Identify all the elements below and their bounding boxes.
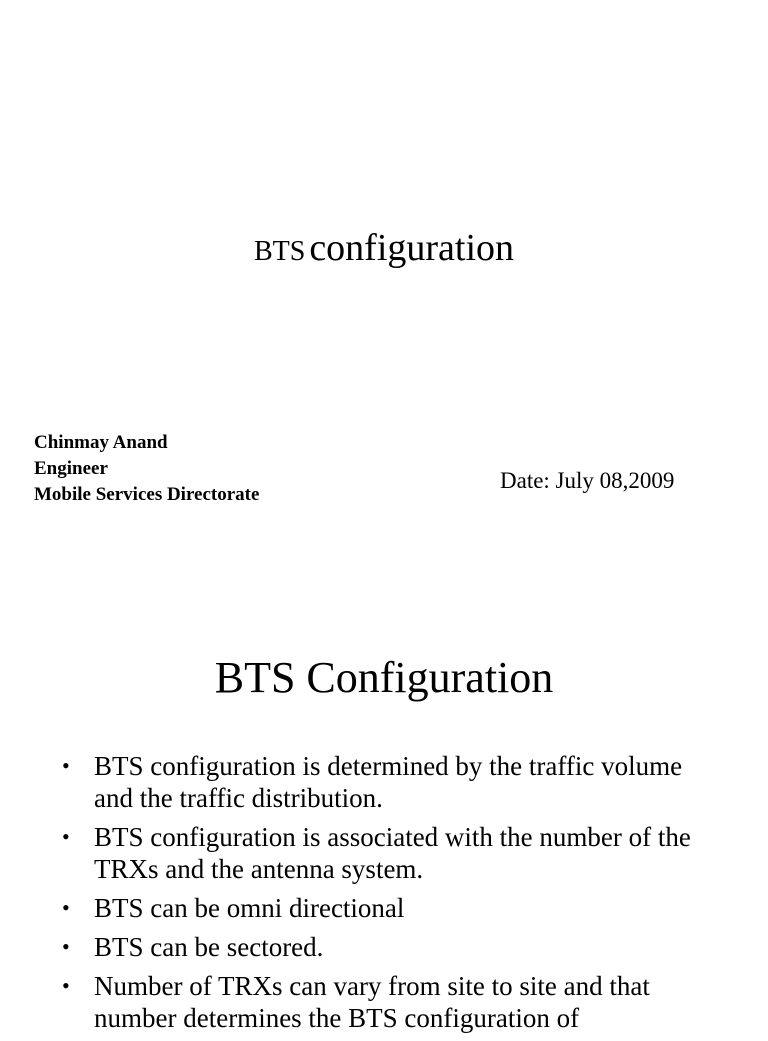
bullet-text: BTS can be omni directional	[94, 893, 405, 923]
presentation-date: Date: July 08,2009	[500, 468, 675, 493]
bullet-item	[60, 892, 700, 924]
title-prefix: BTS	[253, 236, 306, 267]
bullet-item	[60, 821, 700, 885]
bullet-icon: •	[62, 895, 70, 920]
bullet-list	[60, 750, 700, 1041]
bullet-text: Number of TRXs can vary from site to site and that number determines the BTS configuration of	[94, 971, 650, 1033]
author-name: Chinmay Anand	[34, 432, 168, 453]
bullet-text: BTS can be sectored.	[94, 932, 324, 962]
bullet-text: BTS configuration is determined by the traffic volume and the traffic distribution.	[94, 751, 683, 813]
author-department: Mobile Services Directorate	[34, 484, 260, 505]
bullet-text: BTS configuration is associated with the number of the TRXs and the antenna system.	[94, 822, 691, 884]
bullet-icon: •	[62, 934, 70, 959]
slide-title	[0, 226, 768, 270]
author-role: Engineer	[34, 458, 108, 479]
bullet-item	[60, 931, 700, 963]
bullet-icon: •	[62, 824, 70, 849]
content-slide-title: BTS Configuration	[214, 653, 554, 702]
content-slide	[0, 600, 768, 1033]
title-main: configuration	[309, 227, 515, 269]
bullet-icon: •	[62, 973, 70, 998]
bullet-item	[60, 750, 700, 814]
bullet-item	[60, 970, 700, 1034]
bullet-icon: •	[62, 753, 70, 778]
author-block	[34, 430, 259, 508]
